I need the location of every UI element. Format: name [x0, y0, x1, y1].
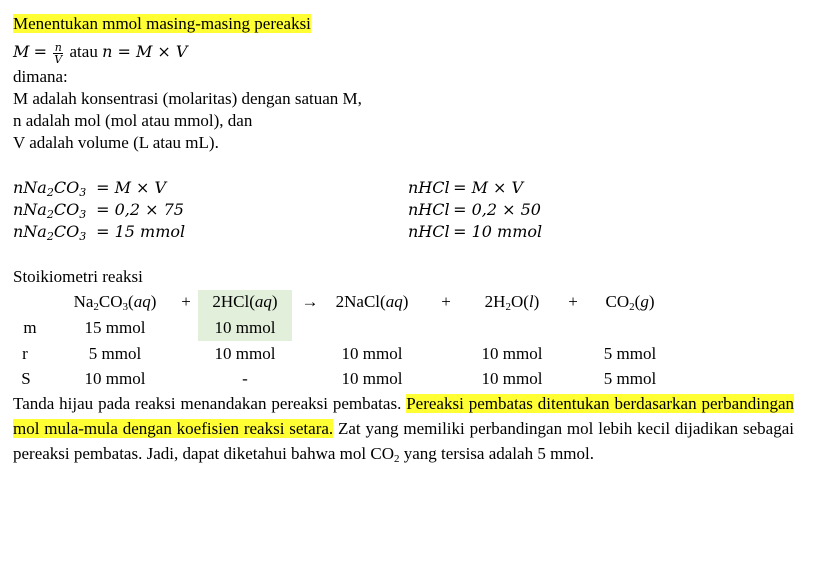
table-cell: 10 mmol — [481, 344, 543, 363]
table-cell: - — [242, 369, 248, 388]
na2co3-equation: $nNa_2CO_3 = 0,2 \times 75$ — [13, 200, 184, 221]
plus-sign: + — [181, 292, 191, 311]
plus-sign: + — [441, 292, 451, 311]
equation-rhs: = 0,2 × 75 — [96, 200, 184, 219]
table-cell: 10 mmol — [481, 369, 543, 388]
species-hcl: 2HCl(aq) — [212, 292, 278, 311]
key-sentence-highlight: Pereaksi pembatas ditentukan berdasarkan perbandingan mol mula-mula dengan koefisien reaksi setara. — [13, 394, 794, 438]
fraction-denominator: V — [54, 52, 63, 66]
fraction-numerator: n — [54, 40, 62, 54]
table-cell: 5 mmol — [603, 344, 657, 363]
section-title — [13, 14, 311, 34]
plus-sign: + — [568, 292, 578, 311]
title-highlight: Menentukan mmol masing-masing pereaksi — [13, 14, 311, 33]
hcl-equation: nHCl = 10 mmol — [408, 222, 543, 241]
equation-rhs: = 10 mmol — [453, 222, 543, 241]
hcl-equation: nHCl = 0,2 × 50 — [408, 200, 541, 219]
formula-atau: atau — [69, 42, 98, 61]
species-co2: $CO_2(g)$ — [605, 292, 655, 313]
explanation-paragraph: Tanda hijau pada reaksi menandakan pereaksi pembatas. Pereaksi pembatas ditentukan berdasarkan perbandingan mol mula-mula dengan koefisien reaksi setara. Zat yang memiliki perbandingan mol lebih kecil dijadikan sebagai pereaksi pembatas. Jadi, dapat diketahui bahwa mol $CO_2$ yang tersisa adalah 5 mmol. — [13, 394, 794, 465]
row-label-s: S — [21, 369, 31, 388]
species-h2o: $2H_2O(l)$ — [484, 292, 540, 313]
molarity-formula — [13, 38, 187, 66]
hcl-equation: nHCl = M × V — [408, 178, 524, 197]
na2co3-equation: $nNa_2CO_3 = 15$ mmol — [13, 222, 186, 243]
table-cell: 10 mmol — [341, 344, 403, 363]
definition-line: n adalah mol (mol atau mmol), dan — [13, 111, 253, 130]
species-nacl: 2NaCl(aq) — [335, 292, 409, 311]
row-label-r: r — [22, 344, 28, 363]
table-cell: 10 mmol — [84, 369, 146, 388]
table-cell: 10 mmol — [341, 369, 403, 388]
formula-fraction — [53, 42, 63, 65]
species-na2co3: $Na_2CO_3(aq)$ — [73, 292, 157, 313]
equation-rhs: = M × V — [453, 178, 524, 197]
equation-rhs: = 0,2 × 50 — [453, 200, 541, 219]
table-cell: 10 mmol — [214, 318, 276, 337]
definition-line: V adalah volume (L atau mL). — [13, 133, 219, 152]
definition-line: M adalah konsentrasi (molaritas) dengan satuan M, — [13, 89, 362, 108]
formula-eq: = — [33, 42, 48, 61]
table-cell: 5 mmol — [603, 369, 657, 388]
formula-m: M — [13, 42, 30, 61]
reaction-arrow: → — [301, 292, 319, 311]
table-cell: 5 mmol — [88, 344, 142, 363]
stoichiometry-title: Stoikiometri reaksi — [13, 267, 143, 286]
dimana-label: dimana: — [13, 67, 68, 86]
table-cell: 10 mmol — [214, 344, 276, 363]
table-cell: 15 mmol — [84, 318, 146, 337]
na2co3-equation: $nNa_2CO_3 = M \times V$ — [13, 178, 167, 199]
equation-rhs: = 15 mmol — [96, 222, 186, 241]
formula-rhs: n = M × V — [102, 42, 188, 61]
equation-rhs: = M × V — [96, 178, 167, 197]
row-label-m: m — [23, 318, 37, 337]
